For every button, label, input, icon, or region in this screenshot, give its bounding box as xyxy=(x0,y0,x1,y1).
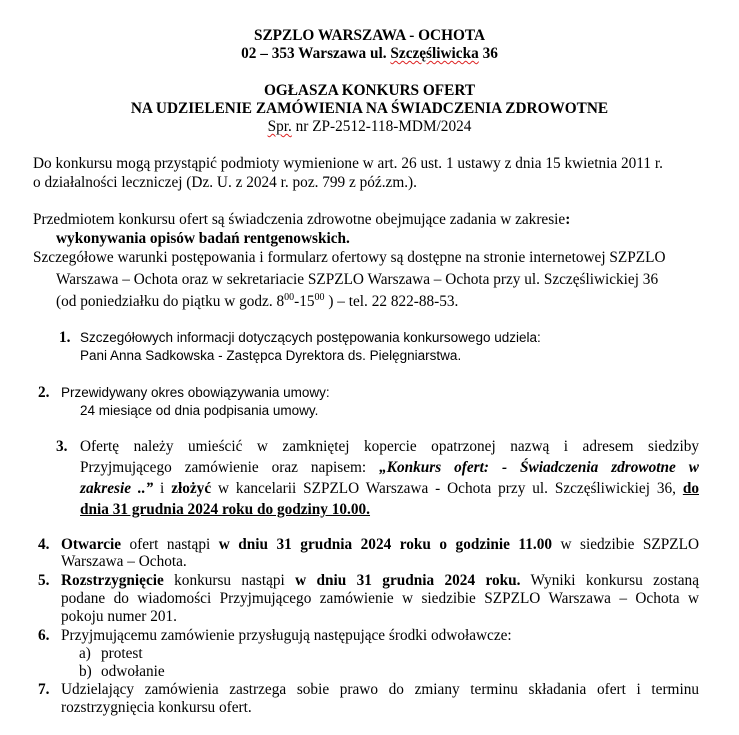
item-3-line-3 xyxy=(80,479,699,498)
item-3-line-2 xyxy=(80,458,699,477)
reference-abbr: Spr. xyxy=(267,118,292,135)
item-1-line-1: Szczegółowych informacji dotyczących postępowania konkursowego udziela: xyxy=(80,330,541,345)
address-prefix: 02 – 353 Warszawa ul. xyxy=(241,45,391,62)
item-3-and: i xyxy=(153,480,172,497)
item-3-submit: złożyć xyxy=(171,480,212,497)
item-2-line-2: 24 miesiące od dnia podpisania umowy. xyxy=(80,403,319,418)
item-6-sub-a: protest xyxy=(101,645,143,662)
item-3-quote-end: zakresie ..” xyxy=(80,480,154,497)
address-number: 36 xyxy=(478,45,498,62)
item-4-location: w siedzibie SZPZLO xyxy=(552,536,699,553)
organization-name xyxy=(0,26,739,45)
item-3-line-1: Ofertę należy umieścić w zamkniętej kopercie opatrzonej nazwą i adresem siedziby xyxy=(80,438,699,455)
item-2-number: 2. xyxy=(38,384,50,401)
item-5-results: Wyniki konkursu zostaną xyxy=(520,572,699,589)
item-4-opening: Otwarcie xyxy=(61,536,122,553)
announcement-subtitle: NA UDZIELENIE ZAMÓWIENIA NA ŚWIADCZENIA ZDROWOTNE xyxy=(130,100,609,117)
item-4-date: w dniu 31 grudnia 2024 roku o godzinie 11.00 xyxy=(218,536,553,553)
item-3-text: Przyjmującego zamówienie oraz napisem: xyxy=(80,459,380,476)
item-6-number: 6. xyxy=(38,627,50,644)
reference-number xyxy=(0,117,739,136)
hours-prefix: (od poniedziałku do piątku w godz. 8 xyxy=(56,293,285,310)
hours-sup-2: 00 xyxy=(314,292,325,303)
hours-sup-1: 00 xyxy=(284,292,295,303)
hours-dash: -15 xyxy=(294,293,315,310)
item-3-office: w kancelarii SZPZLO Warszawa - Ochota przy ul. Szczęśliwickiej 36, xyxy=(211,480,683,497)
subject-text: Przedmiotem konkursu ofert są świadczenia zdrowotne obejmujące zadania w zakresie xyxy=(33,211,566,228)
item-5-line-3: pokoju numer 201. xyxy=(61,608,177,625)
announcement-title: OGŁASZA KONKURS OFERT xyxy=(263,82,476,99)
hours-suffix: ) – tel. 22 822-88-53. xyxy=(324,293,459,310)
item-3-number: 3. xyxy=(56,438,68,455)
item-1-number: 1. xyxy=(59,329,71,346)
details-line-3 xyxy=(56,292,458,311)
reference-rest: nr ZP-2512-118-MDM/2024 xyxy=(291,118,472,135)
item-7-line-1: Udzielający zamówienia zastrzega sobie prawo do zmiany terminu składania ofert i terminu xyxy=(61,681,699,698)
item-5-number: 5. xyxy=(38,572,50,589)
details-line-2: Warszawa – Ochota oraz w sekretariacie SZPZLO Warszawa – Ochota przy ul. Szczęśliwickiej 36 xyxy=(56,271,659,288)
item-5-line-1 xyxy=(61,571,699,590)
org-name-text: SZPZLO WARSZAWA - OCHOTA xyxy=(253,27,486,44)
details-line-1: Szczegółowe warunki postępowania i formularz ofertowy są dostępne na stronie internetowej SZPZLO xyxy=(33,249,666,266)
item-5-date: w dniu 31 grudnia 2024 roku. xyxy=(295,572,521,589)
item-5-text: konkursu nastąpi xyxy=(163,572,296,589)
item-4-line-2: Warszawa – Ochota. xyxy=(61,553,187,570)
item-4-number: 4. xyxy=(38,536,50,553)
item-6-sub-b-mark: b) xyxy=(79,663,92,680)
item-3-quote: „Konkurs ofert: - Świadczenia zdrowotne w xyxy=(379,459,699,476)
subject-line-1 xyxy=(33,210,570,229)
item-7-line-2: rozstrzygnięcia konkursu ofert. xyxy=(61,699,252,716)
item-6-sub-a-mark: a) xyxy=(79,645,91,662)
subject-line-2: wykonywania opisów badań rentgenowskich. xyxy=(56,230,350,247)
intro-line-1: Do konkursu mogą przystąpić podmioty wymienione w art. 26 ust. 1 ustawy z dnia 15 kwietnia 2011 r. xyxy=(33,155,663,172)
organization-address xyxy=(0,44,739,63)
intro-line-2: o działalności leczniczej (Dz. U. z 2024 r. poz. 799 z póź.zm.). xyxy=(33,174,417,191)
item-5-line-2: podane do wiadomości Przyjmującego zamówienie w siedzibie SZPZLO Warszawa – Ochota w xyxy=(61,590,699,607)
item-5-resolution: Rozstrzygnięcie xyxy=(61,572,164,589)
item-4-text: ofert nastąpi xyxy=(121,536,219,553)
subject-colon: : xyxy=(565,211,571,228)
item-3-deadline-start: do xyxy=(682,480,699,497)
item-6-sub-b: odwołanie xyxy=(101,663,165,680)
item-3-deadline: dnia 31 grudnia 2024 roku do godziny 10.00. xyxy=(80,501,371,518)
item-7-number: 7. xyxy=(38,681,50,698)
item-2-line-1: Przewidywany okres obowiązywania umowy: xyxy=(61,385,330,400)
item-1-line-2: Pani Anna Sadkowska - Zastępca Dyrektora ds. Pielęgniarstwa. xyxy=(80,348,462,363)
item-6-line-1: Przyjmującemu zamówienie przysługują następujące środki odwoławcze: xyxy=(61,627,512,644)
address-street: Szczęśliwicka xyxy=(390,45,479,62)
